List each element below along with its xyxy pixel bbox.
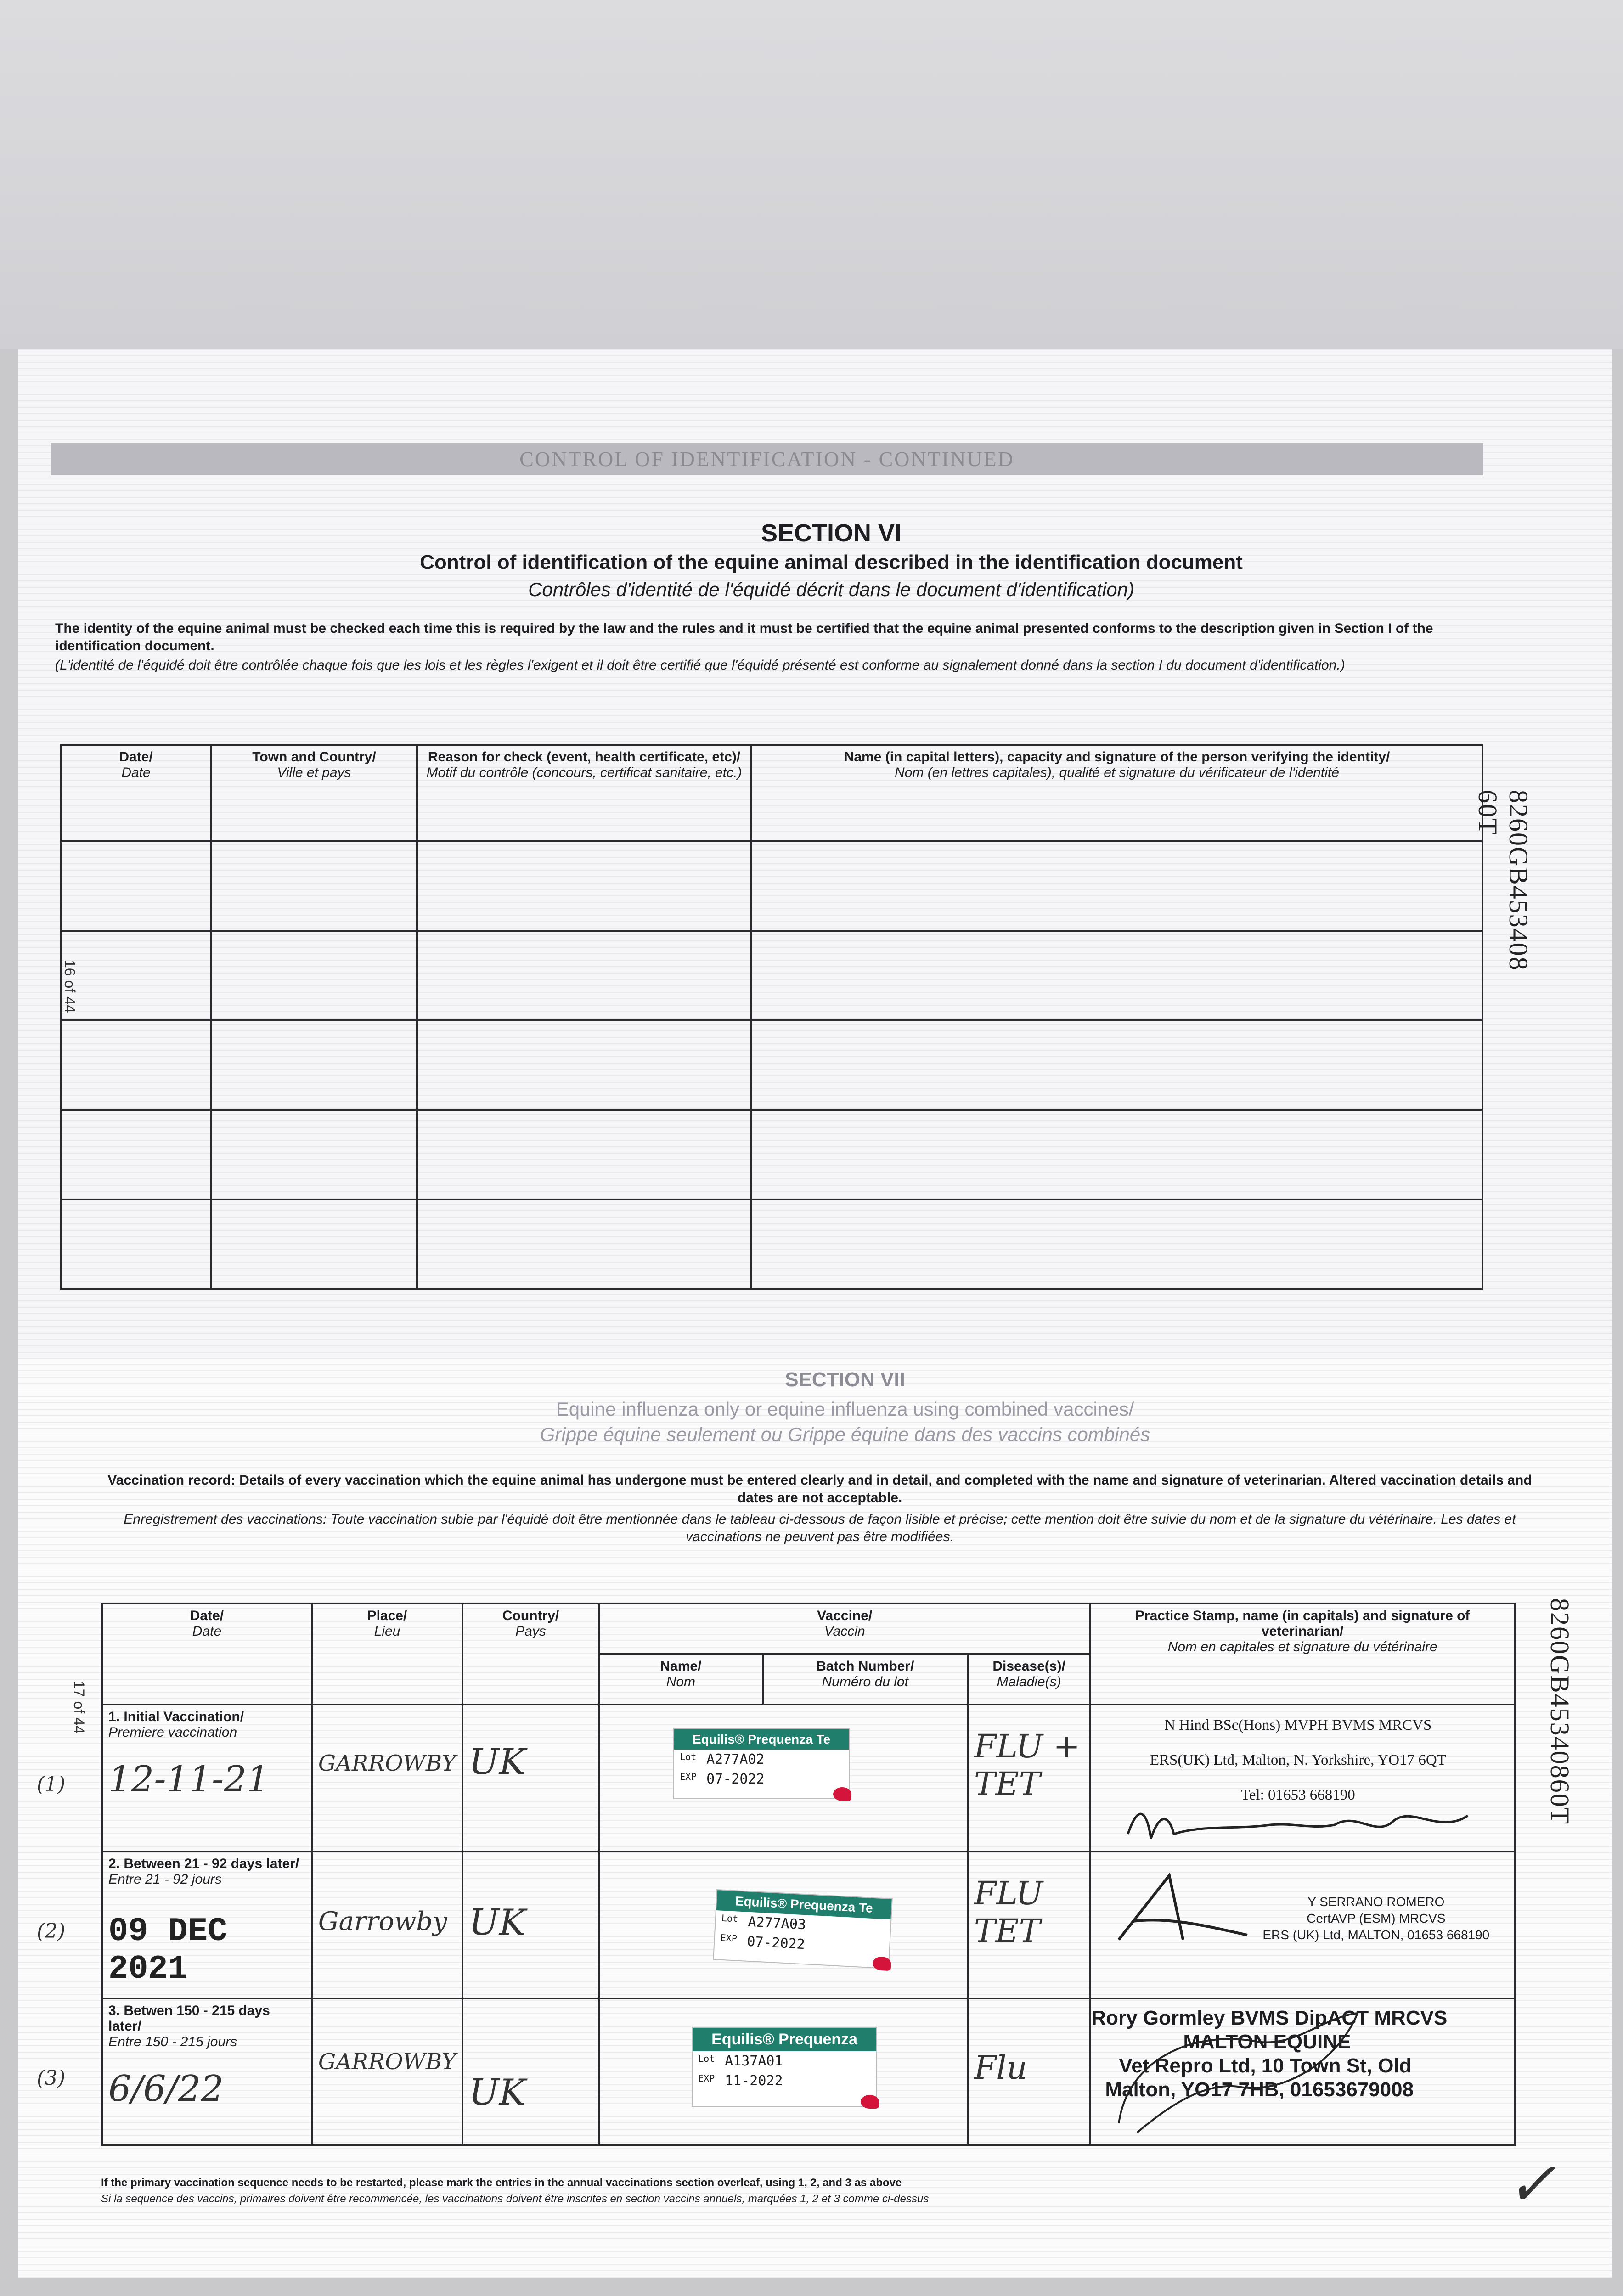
vaccine-sticker: Equilis® Prequenza Te Lot A277A02 EXP 07-2022 xyxy=(673,1728,850,1799)
vet-stamp: Y SERRANO ROMERO CertAVP (ESM) MRCVS ERS (UK) Ltd, MALTON, 01653 668190 xyxy=(1262,1895,1490,1942)
page-17 xyxy=(18,1359,1612,2278)
check-mark: ✓ xyxy=(1506,2149,1556,2219)
vaccination-row-2 xyxy=(102,1851,1515,1998)
page-number: 16 of 44 xyxy=(62,960,78,1013)
handwritten-date: 12-11-21 xyxy=(108,1759,270,1800)
vet-signature xyxy=(1119,1797,1477,1848)
section-heading-en: Equine influenza only or equine influenza using combined vaccines/ xyxy=(556,1398,1134,1420)
identity-check-table xyxy=(60,744,1483,1290)
header-vaccine-name: Name/ Nom xyxy=(599,1654,763,1705)
header-country: Country/ Pays xyxy=(462,1604,599,1705)
footnote-fr: Si la sequence des vaccins, primaires doivent être recommencée, les vaccinations doivent être inscrites en section vaccins annuels, marquées 1, 2 et 3 comme ci-dessus xyxy=(101,2193,929,2205)
header-date: Date/ Date xyxy=(61,745,211,841)
vaccination-table xyxy=(101,1603,1516,2146)
expiry-date: 07-2022 xyxy=(706,1771,765,1787)
date-cell: 3. Betwen 150 - 215 days later/ Entre 150 - 215 jours 6/6/22 xyxy=(102,1998,312,2145)
stamp-cell xyxy=(1090,1851,1515,1998)
page-number: 17 of 44 xyxy=(71,1681,87,1734)
vaccination-row-1 xyxy=(102,1705,1515,1851)
country-cell: UK xyxy=(462,1705,599,1851)
vaccine-sticker: Equilis® Prequenza Te Lot A277A03 EXP 07-2022 xyxy=(713,1889,893,1969)
footnote-en: If the primary vaccination sequence needs to be restarted, please mark the entries in the annual vaccinations section overleaf, using 1, 2, and 3 as above xyxy=(101,2177,902,2189)
header-date: Date/ Date xyxy=(102,1604,312,1705)
vet-stamp: N Hind BSc(Hons) MVPH BVMS MRCVS ERS(UK) Ltd, Malton, N. Yorkshire, YO17 6QT Tel: 01653 668190 xyxy=(1150,1717,1446,1803)
table-row xyxy=(61,1020,1482,1110)
sticker-tab xyxy=(873,1956,892,1971)
intro-en: Vaccination record: Details of every vaccination which the equine animal has undergone must be entered clearly and in detail, and completed with the name and signature of veterinarian. Altered vaccination details and dates are not acceptable. xyxy=(107,1473,1532,1505)
row-marker-2: (2) xyxy=(37,1919,66,1943)
country-cell: UK xyxy=(462,1998,599,2145)
lot-number: A277A03 xyxy=(747,1913,806,1933)
handwritten-date: 6/6/22 xyxy=(108,2068,224,2110)
header-place: Place/ Lieu xyxy=(312,1604,462,1705)
stamped-date: 09 DEC 2021 xyxy=(108,1913,228,1988)
header-reason: Reason for check (event, health certificate, etc)/ Motif du contrôle (concours, certificat sanitaire, etc.) xyxy=(417,745,751,841)
vaccine-label-cell xyxy=(599,1998,968,2145)
place-cell: GARROWBY xyxy=(312,1705,462,1851)
row-marker-1: (1) xyxy=(37,1773,66,1796)
passport-number-side: 8260GB45340860T xyxy=(1545,1598,1575,1825)
header-disease: Disease(s)/ Maladie(s) xyxy=(968,1654,1091,1705)
header-stamp: Practice Stamp, name (in capitals) and signature of veterinarian/ Nom en capitales et signature du vétérinaire xyxy=(1090,1604,1515,1705)
section-title: SECTION VII xyxy=(785,1368,905,1391)
intro-en: The identity of the equine animal must be checked each time this is required by the law and the rules and it must be certified that the equine animal presented conforms to the description given in Section I of the identification document. xyxy=(55,621,1433,653)
expiry-date: 07-2022 xyxy=(746,1933,806,1953)
vaccine-sticker: Equilis® Prequenza Lot A137A01 EXP 11-2022 xyxy=(692,2027,877,2107)
vaccine-label-cell xyxy=(599,1705,968,1851)
date-cell: 1. Initial Vaccination/ Premiere vaccination 12-11-21 xyxy=(102,1705,312,1851)
header-batch: Batch Number/ Numéro du lot xyxy=(763,1654,968,1705)
intro-fr: (L'identité de l'équidé doit être contrôlée chaque fois que les lois et les règles l'exigent et il doit être certifié que l'équidé présenté est conforme au signalement donné dans la section I du document d'identification.) xyxy=(55,658,1345,673)
vaccination-row-3 xyxy=(102,1998,1515,2145)
sticker-tab xyxy=(833,1787,851,1801)
header-verifier: Name (in capital letters), capacity and signature of the person verifying the identity/ Nom (en lettres capitales), qualité et signature du vérificateur de l'identité xyxy=(751,745,1482,841)
header-vaccine: Vaccine/ Vaccin xyxy=(599,1604,1090,1654)
stamp-cell xyxy=(1090,1705,1515,1851)
sticker-tab xyxy=(861,2095,879,2109)
intro-fr: Enregistrement des vaccinations: Toute vaccination subie par l'équidé doit être mentionnée dans le tableau ci-dessous de façon lisible et précise; cette mention doit être suivie du nom et de la signature du vétérinaire. Les dates et vaccinations ne peuvent pas être modifiées. xyxy=(124,1512,1516,1544)
disease-cell: Flu xyxy=(968,1998,1091,2145)
place-cell: GARROWBY xyxy=(312,1998,462,2145)
lot-number: A137A01 xyxy=(725,2053,783,2069)
scan-background xyxy=(0,0,1623,349)
place-cell: Garrowby xyxy=(312,1851,462,1998)
table-row xyxy=(61,1199,1482,1289)
section-heading-en: Control of identification of the equine animal described in the identification document xyxy=(420,551,1243,574)
stamp-cell xyxy=(1090,1998,1515,2145)
expiry-date: 11-2022 xyxy=(725,2073,783,2089)
country-cell: UK xyxy=(462,1851,599,1998)
section-heading-fr: Grippe équine seulement ou Grippe équine dans des vaccins combinés xyxy=(540,1424,1150,1445)
table-row xyxy=(61,841,1482,931)
header-town: Town and Country/ Ville et pays xyxy=(211,745,417,841)
vaccine-label-cell xyxy=(599,1851,968,1998)
section-banner: CONTROL OF IDENTIFICATION - CONTINUED xyxy=(51,443,1483,475)
disease-cell: FLU TET xyxy=(968,1851,1091,1998)
table-row xyxy=(61,1110,1482,1199)
lot-number: A277A02 xyxy=(706,1751,765,1767)
section-heading-fr: Contrôles d'identité de l'équidé décrit dans le document d'identification) xyxy=(528,579,1134,600)
row-marker-3: (3) xyxy=(37,2066,66,2090)
disease-cell: FLU + TET xyxy=(968,1705,1091,1851)
date-cell: 2. Between 21 - 92 days later/ Entre 21 - 92 jours 09 DEC 2021 xyxy=(102,1851,312,1998)
vet-signature xyxy=(1100,2004,1376,2142)
page-16 xyxy=(18,349,1612,1359)
vet-signature xyxy=(1114,1866,1252,1958)
table-row xyxy=(61,931,1482,1020)
passport-number-side: 8260GB453408​60T xyxy=(1473,790,1533,971)
section-title: SECTION VI xyxy=(761,519,902,547)
vet-stamp: Rory Gormley BVMS DipACT MRCVS MALTON EQUINE Vet Repro Ltd, 10 Town St, Old Malton, YO17 7HB, 01653679008 xyxy=(1091,2007,1448,2101)
